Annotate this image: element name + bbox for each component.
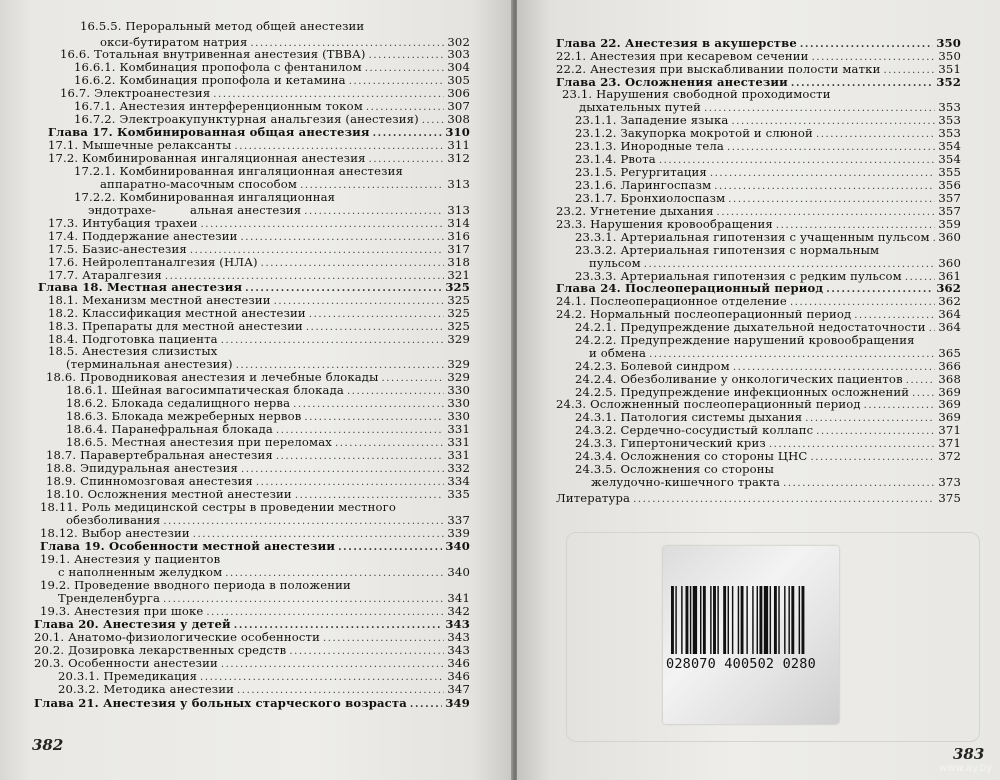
entry-page-number: 375 bbox=[938, 491, 961, 505]
entry-page-number: 332 bbox=[447, 461, 470, 475]
entry-title: 18.10. Осложнения местной анестезии bbox=[46, 487, 292, 501]
entry-title: 18.1. Механизм местной анестезии bbox=[48, 293, 271, 307]
entry-page-number: 304 bbox=[447, 60, 470, 74]
entry-page-number: 307 bbox=[447, 99, 470, 113]
entry-page-number: 303 bbox=[447, 47, 470, 61]
entry-page-number: 311 bbox=[447, 138, 470, 152]
entry-page-number: 347 bbox=[447, 682, 470, 696]
entry-title: 23.1.6. Ларингоспазм bbox=[575, 178, 712, 192]
entry-page-number: 346 bbox=[447, 669, 470, 683]
entry-page-number: 331 bbox=[447, 422, 470, 436]
entry-page-number: 355 bbox=[938, 165, 961, 179]
entry-page-number: 305 bbox=[447, 73, 470, 87]
entry-page-number: 313 bbox=[447, 177, 470, 191]
toc-right-entry bbox=[556, 492, 961, 505]
barcode-bar bbox=[764, 586, 768, 654]
entry-title: 24.2. Нормальный послеоперационный период bbox=[556, 307, 852, 321]
entry-page-number: 351 bbox=[938, 62, 961, 76]
entry-page-number: 329 bbox=[447, 332, 470, 346]
entry-title: 23.1.2. Закупорка мокротой и слюной bbox=[575, 126, 813, 140]
entry-title: 18.9. Спинномозговая анестезия bbox=[46, 474, 253, 488]
entry-title: 17.2.2. Комбинированная ингаляционная bbox=[74, 190, 336, 204]
entry-title: 17.2.1. Комбинированная ингаляционная анестезия bbox=[74, 164, 403, 178]
entry-page-number: 341 bbox=[447, 591, 470, 605]
entry-title: 23.1.5. Регургитация bbox=[575, 165, 707, 179]
barcode-bar bbox=[728, 586, 729, 654]
entry-title: 16.6.2. Комбинация пропофола и кетамина bbox=[74, 73, 346, 87]
entry-title: Литература bbox=[556, 491, 631, 505]
entry-page-number: 340 bbox=[447, 565, 470, 579]
barcode-bar bbox=[700, 586, 701, 654]
entry-title: 23.1.1. Западение языка bbox=[575, 113, 729, 127]
entry-title: 18.6.3. Блокада межреберных нервов bbox=[66, 409, 302, 423]
watermark: www.ay.by bbox=[939, 763, 992, 774]
entry-page-number: 357 bbox=[938, 204, 961, 218]
page-number-left: 382 bbox=[32, 736, 64, 754]
entry-page-number: 312 bbox=[447, 151, 470, 165]
entry-title: 17.4. Поддержание анестезии bbox=[48, 229, 238, 243]
entry-title: 24.3.4. Осложнения со стороны ЦНС bbox=[575, 449, 808, 463]
entry-page-number: 306 bbox=[447, 86, 470, 100]
entry-page-number: 365 bbox=[938, 346, 961, 360]
entry-title: 23.3.1. Артериальная гипотензия с учащенным пульсом bbox=[575, 230, 930, 244]
dot-leader bbox=[633, 493, 935, 506]
entry-title: 19.3. Анестезия при шоке bbox=[40, 604, 204, 618]
entry-page-number: 364 bbox=[938, 320, 961, 334]
entry-title: Глава 23. Осложнения анестезии bbox=[556, 75, 788, 89]
entry-title: 23.3.3. Артериальная гипотензия с редким пульсом bbox=[575, 269, 902, 283]
entry-title: 16.6. Тотальная внутривенная анестезия (ТВВА) bbox=[60, 47, 366, 61]
entry-title: 18.6.1. Шейная вагосимпатическая блокада bbox=[66, 383, 344, 397]
entry-title: обезболивания bbox=[66, 513, 161, 527]
entry-page-number: 325 bbox=[447, 306, 470, 320]
entry-title: 18.4. Подготовка пациента bbox=[48, 332, 218, 346]
dot-leader bbox=[410, 698, 442, 711]
barcode-number: 028070 400502 0280 bbox=[666, 656, 816, 672]
barcode-bar bbox=[778, 586, 779, 654]
entry-title: 23.1.4. Рвота bbox=[575, 152, 656, 166]
entry-title: 18.6.4. Паранефральная блокада bbox=[66, 422, 273, 436]
entry-page-number: 357 bbox=[938, 191, 961, 205]
entry-page-number: 321 bbox=[447, 268, 470, 282]
entry-title: 18.5. Анестезия слизистых bbox=[48, 344, 218, 358]
toc-left-entry bbox=[80, 20, 364, 33]
entry-title: 24.1. Послеоперационное отделение bbox=[556, 294, 787, 308]
entry-page-number: 356 bbox=[938, 178, 961, 192]
entry-page-number: 371 bbox=[938, 436, 961, 450]
entry-title: 20.1. Анатомо-физиологические особенности bbox=[34, 630, 320, 644]
entry-page-number: 372 bbox=[938, 449, 961, 463]
entry-title: 20.3.2. Методика анестезии bbox=[58, 682, 235, 696]
entry-title: и обмена bbox=[589, 346, 647, 360]
entry-page-number: 354 bbox=[938, 139, 961, 153]
barcode-bar bbox=[703, 586, 706, 654]
entry-page-number: 308 bbox=[447, 112, 470, 126]
dot-leader bbox=[221, 334, 445, 347]
entry-title: 24.3.3. Гипертонический криз bbox=[575, 436, 766, 450]
entry-page-number: 371 bbox=[938, 423, 961, 437]
barcode-bar bbox=[802, 586, 805, 654]
entry-page-number: 317 bbox=[447, 242, 470, 256]
entry-title: 23.3.2. Артериальная гипотензия с нормальным bbox=[575, 243, 880, 257]
entry-page-number: 373 bbox=[938, 475, 961, 489]
toc-left-entry bbox=[190, 204, 470, 217]
entry-title: 17.3. Интубация трахеи bbox=[48, 216, 198, 230]
dot-leader bbox=[929, 322, 936, 335]
toc-left-entry bbox=[58, 683, 470, 696]
barcode-bar bbox=[717, 586, 718, 654]
barcode-bar bbox=[681, 586, 682, 654]
entry-title: 18.11. Роль медицинской сестры в проведении местного bbox=[40, 500, 397, 514]
barcode-bar bbox=[671, 586, 674, 654]
entry-page-number: 340 bbox=[445, 539, 470, 553]
entry-page-number: 314 bbox=[447, 216, 470, 230]
entry-title: 18.12. Выбор анестезии bbox=[40, 526, 190, 540]
entry-title: 24.3.2. Сердечно-сосудистый коллапс bbox=[575, 423, 814, 437]
entry-page-number: 362 bbox=[936, 281, 961, 295]
barcode-bar bbox=[732, 586, 733, 654]
entry-page-number: 329 bbox=[447, 357, 470, 371]
barcode-bar bbox=[675, 586, 676, 654]
entry-title: 20.3.1. Премедикация bbox=[58, 669, 198, 683]
barcode-bar bbox=[784, 586, 785, 654]
entry-page-number: 352 bbox=[936, 75, 961, 89]
entry-title: 17.5. Базис-анестезия bbox=[48, 242, 187, 256]
entry-page-number: 354 bbox=[938, 152, 961, 166]
entry-title: 18.6.2. Блокада седалищного нерва bbox=[66, 396, 291, 410]
entry-page-number: 361 bbox=[938, 269, 961, 283]
barcode-sticker bbox=[663, 546, 839, 724]
entry-title: Глава 20. Анестезия у детей bbox=[34, 617, 231, 631]
barcode-bar bbox=[759, 586, 762, 654]
barcode-bar bbox=[693, 586, 697, 654]
entry-page-number: 330 bbox=[447, 396, 470, 410]
entry-title: эндотрахе- bbox=[88, 203, 156, 217]
barcode-bar bbox=[746, 586, 747, 654]
entry-title: 16.7. Электроанестезия bbox=[60, 86, 211, 100]
entry-page-number: 325 bbox=[447, 319, 470, 333]
entry-title: 17.1. Мышечные релаксанты bbox=[48, 138, 232, 152]
barcode-bar bbox=[723, 586, 726, 654]
entry-title: 18.3. Препараты для местной анестезии bbox=[48, 319, 303, 333]
entry-title: 19.2. Проведение вводного периода в положении bbox=[40, 578, 351, 592]
entry-page-number: 335 bbox=[447, 487, 470, 501]
entry-title: 18.8. Эпидуральная анестезия bbox=[46, 461, 238, 475]
entry-title: 23.1.3. Инородные тела bbox=[575, 139, 724, 153]
entry-page-number: 362 bbox=[938, 294, 961, 308]
entry-page-number: 343 bbox=[447, 643, 470, 657]
entry-title: 18.6. Проводниковая анестезия и лечебные блокады bbox=[46, 370, 379, 384]
entry-title: 17.2. Комбинированная ингаляционная анестезия bbox=[48, 151, 366, 165]
entry-title: Глава 17. Комбинированная общая анестезия bbox=[48, 125, 370, 139]
entry-page-number: 337 bbox=[447, 513, 470, 527]
page-number-right: 383 bbox=[953, 745, 985, 763]
entry-page-number: 316 bbox=[447, 229, 470, 243]
entry-title: 24.2.2. Предупреждение нарушений кровообращения bbox=[575, 333, 915, 347]
entry-page-number: 342 bbox=[447, 604, 470, 618]
entry-page-number: 318 bbox=[447, 255, 470, 269]
entry-title: 24.2.4. Обезболивание у онкологических пациентов bbox=[575, 372, 903, 386]
entry-page-number: 366 bbox=[938, 359, 961, 373]
entry-title: 23.3. Нарушения кровообращения bbox=[556, 217, 773, 231]
entry-title: желудочно-кишечного тракта bbox=[591, 475, 781, 489]
entry-page-number: 334 bbox=[447, 474, 470, 488]
entry-title: (терминальная анестезия) bbox=[66, 357, 233, 371]
entry-page-number: 330 bbox=[447, 383, 470, 397]
entry-page-number: 343 bbox=[445, 617, 470, 631]
entry-page-number: 302 bbox=[447, 35, 470, 49]
dot-leader bbox=[338, 541, 442, 554]
entry-title: 22.1. Анестезия при кесаревом сечении bbox=[556, 49, 809, 63]
entry-page-number: 360 bbox=[938, 230, 961, 244]
entry-page-number: 349 bbox=[445, 696, 470, 710]
barcode-bar bbox=[770, 586, 771, 654]
entry-page-number: 353 bbox=[938, 113, 961, 127]
entry-page-number: 310 bbox=[445, 125, 470, 139]
dot-leader bbox=[810, 451, 935, 464]
barcode-bar bbox=[752, 586, 753, 654]
entry-title: окси-бутиратом натрия bbox=[100, 35, 248, 49]
entry-title: 16.6.1. Комбинация пропофола с фентанилом bbox=[74, 60, 362, 74]
barcode-bar bbox=[710, 586, 711, 654]
entry-page-number: 353 bbox=[938, 100, 961, 114]
entry-title: 24.3.1. Патология системы дыхания bbox=[575, 410, 803, 424]
entry-title: Глава 21. Анестезия у больных старческого возраста bbox=[34, 696, 407, 710]
entry-title: аппаратно-масочным способом bbox=[100, 177, 298, 191]
entry-title: 16.7.1. Анестезия интерференционным током bbox=[74, 99, 363, 113]
entry-title: 16.7.2. Электроакупунктурная анальгезия (анестезия) bbox=[74, 112, 419, 126]
toc-right-entry bbox=[591, 476, 961, 489]
entry-title: с наполненным желудком bbox=[58, 565, 223, 579]
dot-leader bbox=[933, 232, 936, 245]
entry-page-number: 339 bbox=[447, 526, 470, 540]
entry-title: 18.2. Классификация местной анестезии bbox=[48, 306, 306, 320]
barcode-bar bbox=[788, 586, 789, 654]
entry-page-number: 331 bbox=[447, 435, 470, 449]
entry-title: пульсом bbox=[589, 256, 641, 270]
entry-page-number: 359 bbox=[938, 217, 961, 231]
barcode-bar bbox=[738, 586, 739, 654]
barcode-bar bbox=[774, 586, 777, 654]
entry-title: альная анестезия bbox=[190, 203, 302, 217]
entry-title: 23.1.7. Бронхиолоспазм bbox=[575, 191, 726, 205]
entry-title: дыхательных путей bbox=[579, 100, 702, 114]
entry-title: 20.2. Дозировка лекарственных средств bbox=[34, 643, 287, 657]
entry-title: 22.2. Анестезия при выскабливании полости матки bbox=[556, 62, 881, 76]
entry-title: 16.5.5. Пероральный метод общей анестезии bbox=[80, 19, 365, 33]
entry-page-number: 368 bbox=[938, 372, 961, 386]
entry-page-number: 353 bbox=[938, 126, 961, 140]
barcode-bar bbox=[713, 586, 716, 654]
entry-title: 24.2.5. Предупреждение инфекционных осложнений bbox=[575, 385, 910, 399]
entry-page-number: 325 bbox=[445, 280, 470, 294]
toc-left-entry bbox=[34, 697, 470, 710]
barcode-bar bbox=[791, 586, 794, 654]
entry-page-number: 369 bbox=[938, 397, 961, 411]
entry-page-number: 369 bbox=[938, 410, 961, 424]
entry-page-number: 360 bbox=[938, 256, 961, 270]
entry-title: 18.7. Паравертебральная анестезия bbox=[46, 448, 273, 462]
barcode-bar bbox=[757, 586, 758, 654]
entry-page-number: 369 bbox=[938, 385, 961, 399]
entry-title: 19.1. Анестезия у пациентов bbox=[40, 552, 221, 566]
entry-title: 23.1. Нарушения свободной проходимости bbox=[562, 87, 831, 101]
entry-title: 20.3. Особенности анестезии bbox=[34, 656, 218, 670]
barcode-bar bbox=[799, 586, 800, 654]
entry-title: 17.6. Нейролептаналгезия (НЛА) bbox=[48, 255, 258, 269]
entry-title: Тренделенбурга bbox=[58, 591, 161, 605]
entry-page-number: 350 bbox=[936, 36, 961, 50]
entry-title: 24.3. Осложненный послеоперационный период bbox=[556, 397, 861, 411]
entry-page-number: 346 bbox=[447, 656, 470, 670]
entry-page-number: 313 bbox=[447, 203, 470, 217]
entry-page-number: 364 bbox=[938, 307, 961, 321]
entry-title: Глава 18. Местная анестезия bbox=[38, 280, 243, 294]
entry-title: 24.3.5. Осложнения со стороны bbox=[575, 462, 775, 476]
entry-page-number: 330 bbox=[447, 409, 470, 423]
entry-page-number: 325 bbox=[447, 293, 470, 307]
entry-title: 17.7. Атаралгезия bbox=[48, 268, 162, 282]
barcode-bar bbox=[686, 586, 689, 654]
entry-page-number: 350 bbox=[938, 49, 961, 63]
entry-page-number: 331 bbox=[447, 448, 470, 462]
entry-title: 24.2.3. Болевой синдром bbox=[575, 359, 730, 373]
entry-title: 23.2. Угнетение дыхания bbox=[556, 204, 714, 218]
entry-page-number: 329 bbox=[447, 370, 470, 384]
dot-leader bbox=[783, 477, 935, 490]
entry-page-number: 343 bbox=[447, 630, 470, 644]
entry-title: Глава 24. Послеоперационный период bbox=[556, 281, 824, 295]
barcode-bar bbox=[690, 586, 691, 654]
barcode-bar bbox=[741, 586, 744, 654]
entry-title: 24.2.1. Предупреждение дыхательной недостаточности bbox=[575, 320, 926, 334]
entry-title: 18.6.5. Местная анестезия при переломах bbox=[66, 435, 332, 449]
entry-title: Глава 22. Анестезия в акушерстве bbox=[556, 36, 797, 50]
entry-title: Глава 19. Особенности местной анестезии bbox=[40, 539, 336, 553]
